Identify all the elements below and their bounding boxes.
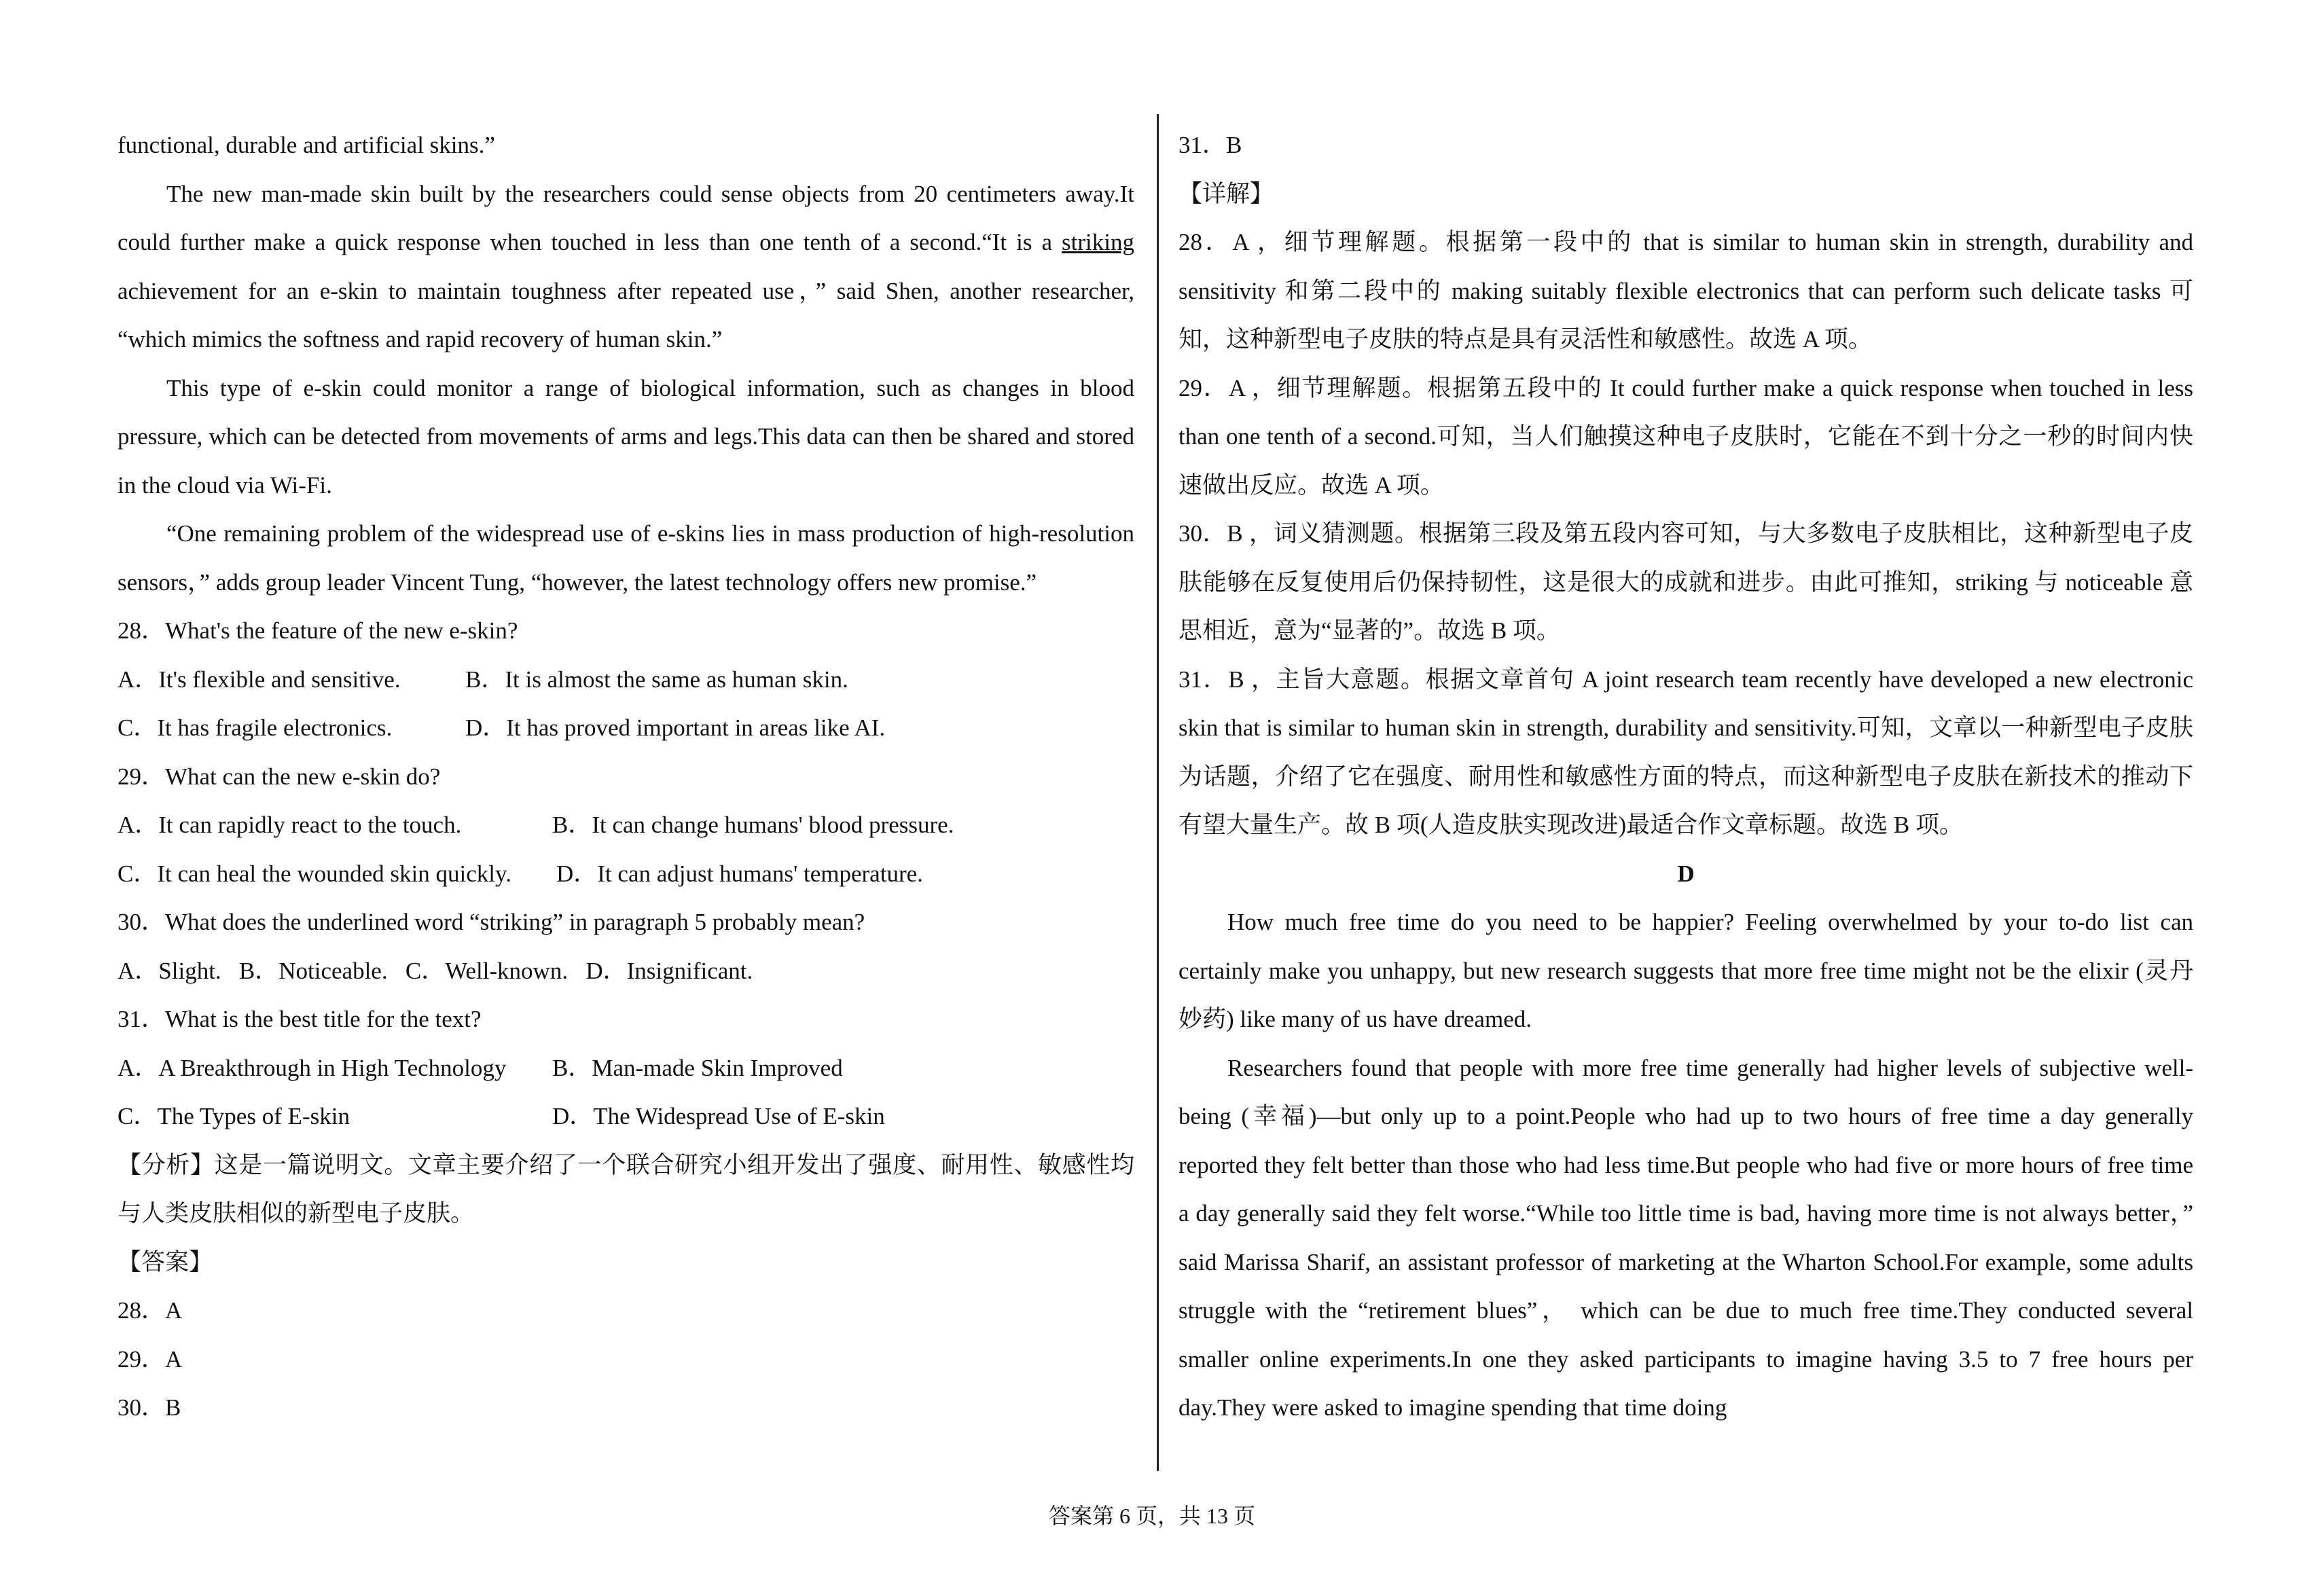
detail-heading: 【详解】 <box>1178 180 1274 207</box>
paragraph <box>118 364 1134 510</box>
option-b: B．Man-made Skin Improved <box>552 1054 843 1081</box>
option-c: C．It can heal the wounded skin quickly. <box>118 860 511 887</box>
paragraph-text: “One remaining problem of the widespread use of e-skins lies in mass production of high-resolution sensors，” adds group leader Vincent Tung, “however, the latest technology offers new promise.” <box>118 520 1134 596</box>
explanation-29: 29．A ，细节理解题。根据第五段中的 It could further make a quick response when touched in less than one tenth of a second.可知，当人们触摸这种电子皮肤时，它能在不到十分之一秒的时间内快速做出反应。故选 A 项。 <box>1178 374 2193 498</box>
option-d: D．The Widespread Use of E-skin <box>552 1103 885 1129</box>
answer-31: 31．B <box>1178 132 1242 158</box>
option-c: C．It has fragile electronics. <box>118 714 393 741</box>
answer-29: 29．A <box>118 1345 183 1373</box>
paragraph-text: How much free time do you need to be happier? Feeling overwhelmed by your to-do list can certainly make you unhappy, but new research suggests that more free time might not be the elixir (灵丹妙药) like many of us have dreamed. <box>1178 909 2193 1032</box>
answer-30: 30．B <box>118 1394 181 1421</box>
continued-text: functional, durable and artificial skins.” <box>118 132 495 158</box>
question-29-options-row-1 <box>118 801 1134 850</box>
option-a: A．A Breakthrough in High Technology <box>118 1054 507 1081</box>
left-column <box>118 121 1134 1432</box>
column-divider <box>1157 114 1159 1471</box>
paragraph-text: The new man-made skin built by the researchers could sense objects from 20 centimeters away.It could further make a quick response when touched in less than one tenth of a second.“It is a <box>118 180 1134 255</box>
page-footer: 答案第 6 页，共 13 页 <box>1048 1504 1255 1528</box>
explanation-31: 31．B ，主旨大意题。根据文章首句 A joint research team recently have developed a new electronic skin that is similar to human skin in strength, durability and sensitivity.可知，文章以一种新型电子皮肤为话题，介绍了它在强度、耐用性和敏感性方面的特点，而这种新型电子皮肤在新技术的推动下有望大量生产。故 B 项(人造皮肤实现改进)最适合作文章标题。故选 B 项。 <box>1178 666 2193 838</box>
question-31: 31．What is the best title for the text? <box>118 1006 482 1032</box>
option-a: A．It can rapidly react to the touch. <box>118 812 462 838</box>
option-b: B．It is almost the same as human skin. <box>465 666 848 693</box>
question-28-options-row-1 <box>118 655 1134 704</box>
question-30: 30．What does the underlined word “striking” in paragraph 5 probably mean? <box>118 909 865 935</box>
section-heading-d: D <box>1677 860 1695 887</box>
paragraph <box>1178 898 2193 1044</box>
paragraph-text: Researchers found that people with more free time generally had higher levels of subjective well-being (幸福)—but only up to a point.People who had up to two hours of free time a day generally reported they felt better than those who had less time.But people who had five or more hours of free time a day generally said they felt worse.“While too little time is bad, having more time is not always better，” said Marissa Sharif, an assistant professor of marketing at the Wharton School.For example, some adults struggle with the “retirement blues”， which can be due to much free time.They conducted several smaller online experiments.In one they asked participants to imagine having 3.5 to 7 free hours per day.They were asked to imagine spending that time doing <box>1178 1054 2193 1421</box>
option-d: D．It can adjust humans' temperature. <box>556 860 923 887</box>
paragraph <box>1178 1044 2193 1432</box>
paragraph-text: achievement for an e-skin to maintain toughness after repeated use，” said Shen, another researcher, “which mimics the softness and rapid recovery of human skin.” <box>118 277 1134 352</box>
explanation-30: 30．B ，词义猜测题。根据第三段及第五段内容可知，与大多数电子皮肤相比，这种新型电子皮肤能够在反复使用后仍保持韧性，这是很大的成就和进步。由此可推知，striking 与 noticeable 意思相近，意为“显著的”。故选 B 项。 <box>1178 520 2193 644</box>
question-31-options-row-1 <box>118 1044 1134 1093</box>
paragraph <box>118 170 1134 364</box>
question-28-options-row-2 <box>118 704 1134 752</box>
answer-heading: 【答案】 <box>118 1248 213 1275</box>
option-d: D．It has proved important in areas like AI. <box>465 714 886 741</box>
question-28: 28．What's the feature of the new e-skin? <box>118 617 518 644</box>
right-column <box>1178 121 2193 1432</box>
option-c: C．The Types of E-skin <box>118 1103 350 1129</box>
question-30-options: A．Slight. B．Noticeable. C．Well-known. D．Insignificant. <box>118 957 753 984</box>
underlined-word: striking <box>1062 229 1134 255</box>
explanation-28: 28．A ，细节理解题。根据第一段中的 that is similar to human skin in strength, durability and sensitivity 和第二段中的 making suitably flexible electronics that can perform such delicate tasks 可知，这种新型电子皮肤的特点是具有灵活性和敏感性。故选 A 项。 <box>1178 229 2193 352</box>
paragraph-text: This type of e-skin could monitor a range of biological information, such as changes in blood pressure, which can be detected from movements of arms and legs.This data can then be shared and stored in the cloud via Wi-Fi. <box>118 374 1134 498</box>
question-29-options-row-2 <box>118 850 1134 899</box>
question-29: 29．What can the new e-skin do? <box>118 763 441 790</box>
option-a: A．It's flexible and sensitive. <box>118 666 401 693</box>
paragraph <box>118 509 1134 606</box>
question-31-options-row-2 <box>118 1092 1134 1141</box>
answer-28: 28．A <box>118 1297 183 1324</box>
option-b: B．It can change humans' blood pressure. <box>552 812 954 838</box>
analysis-text: 【分析】这是一篇说明文。文章主要介绍了一个联合研究小组开发出了强度、耐用性、敏感性均与人类皮肤相似的新型电子皮肤。 <box>118 1151 1134 1227</box>
